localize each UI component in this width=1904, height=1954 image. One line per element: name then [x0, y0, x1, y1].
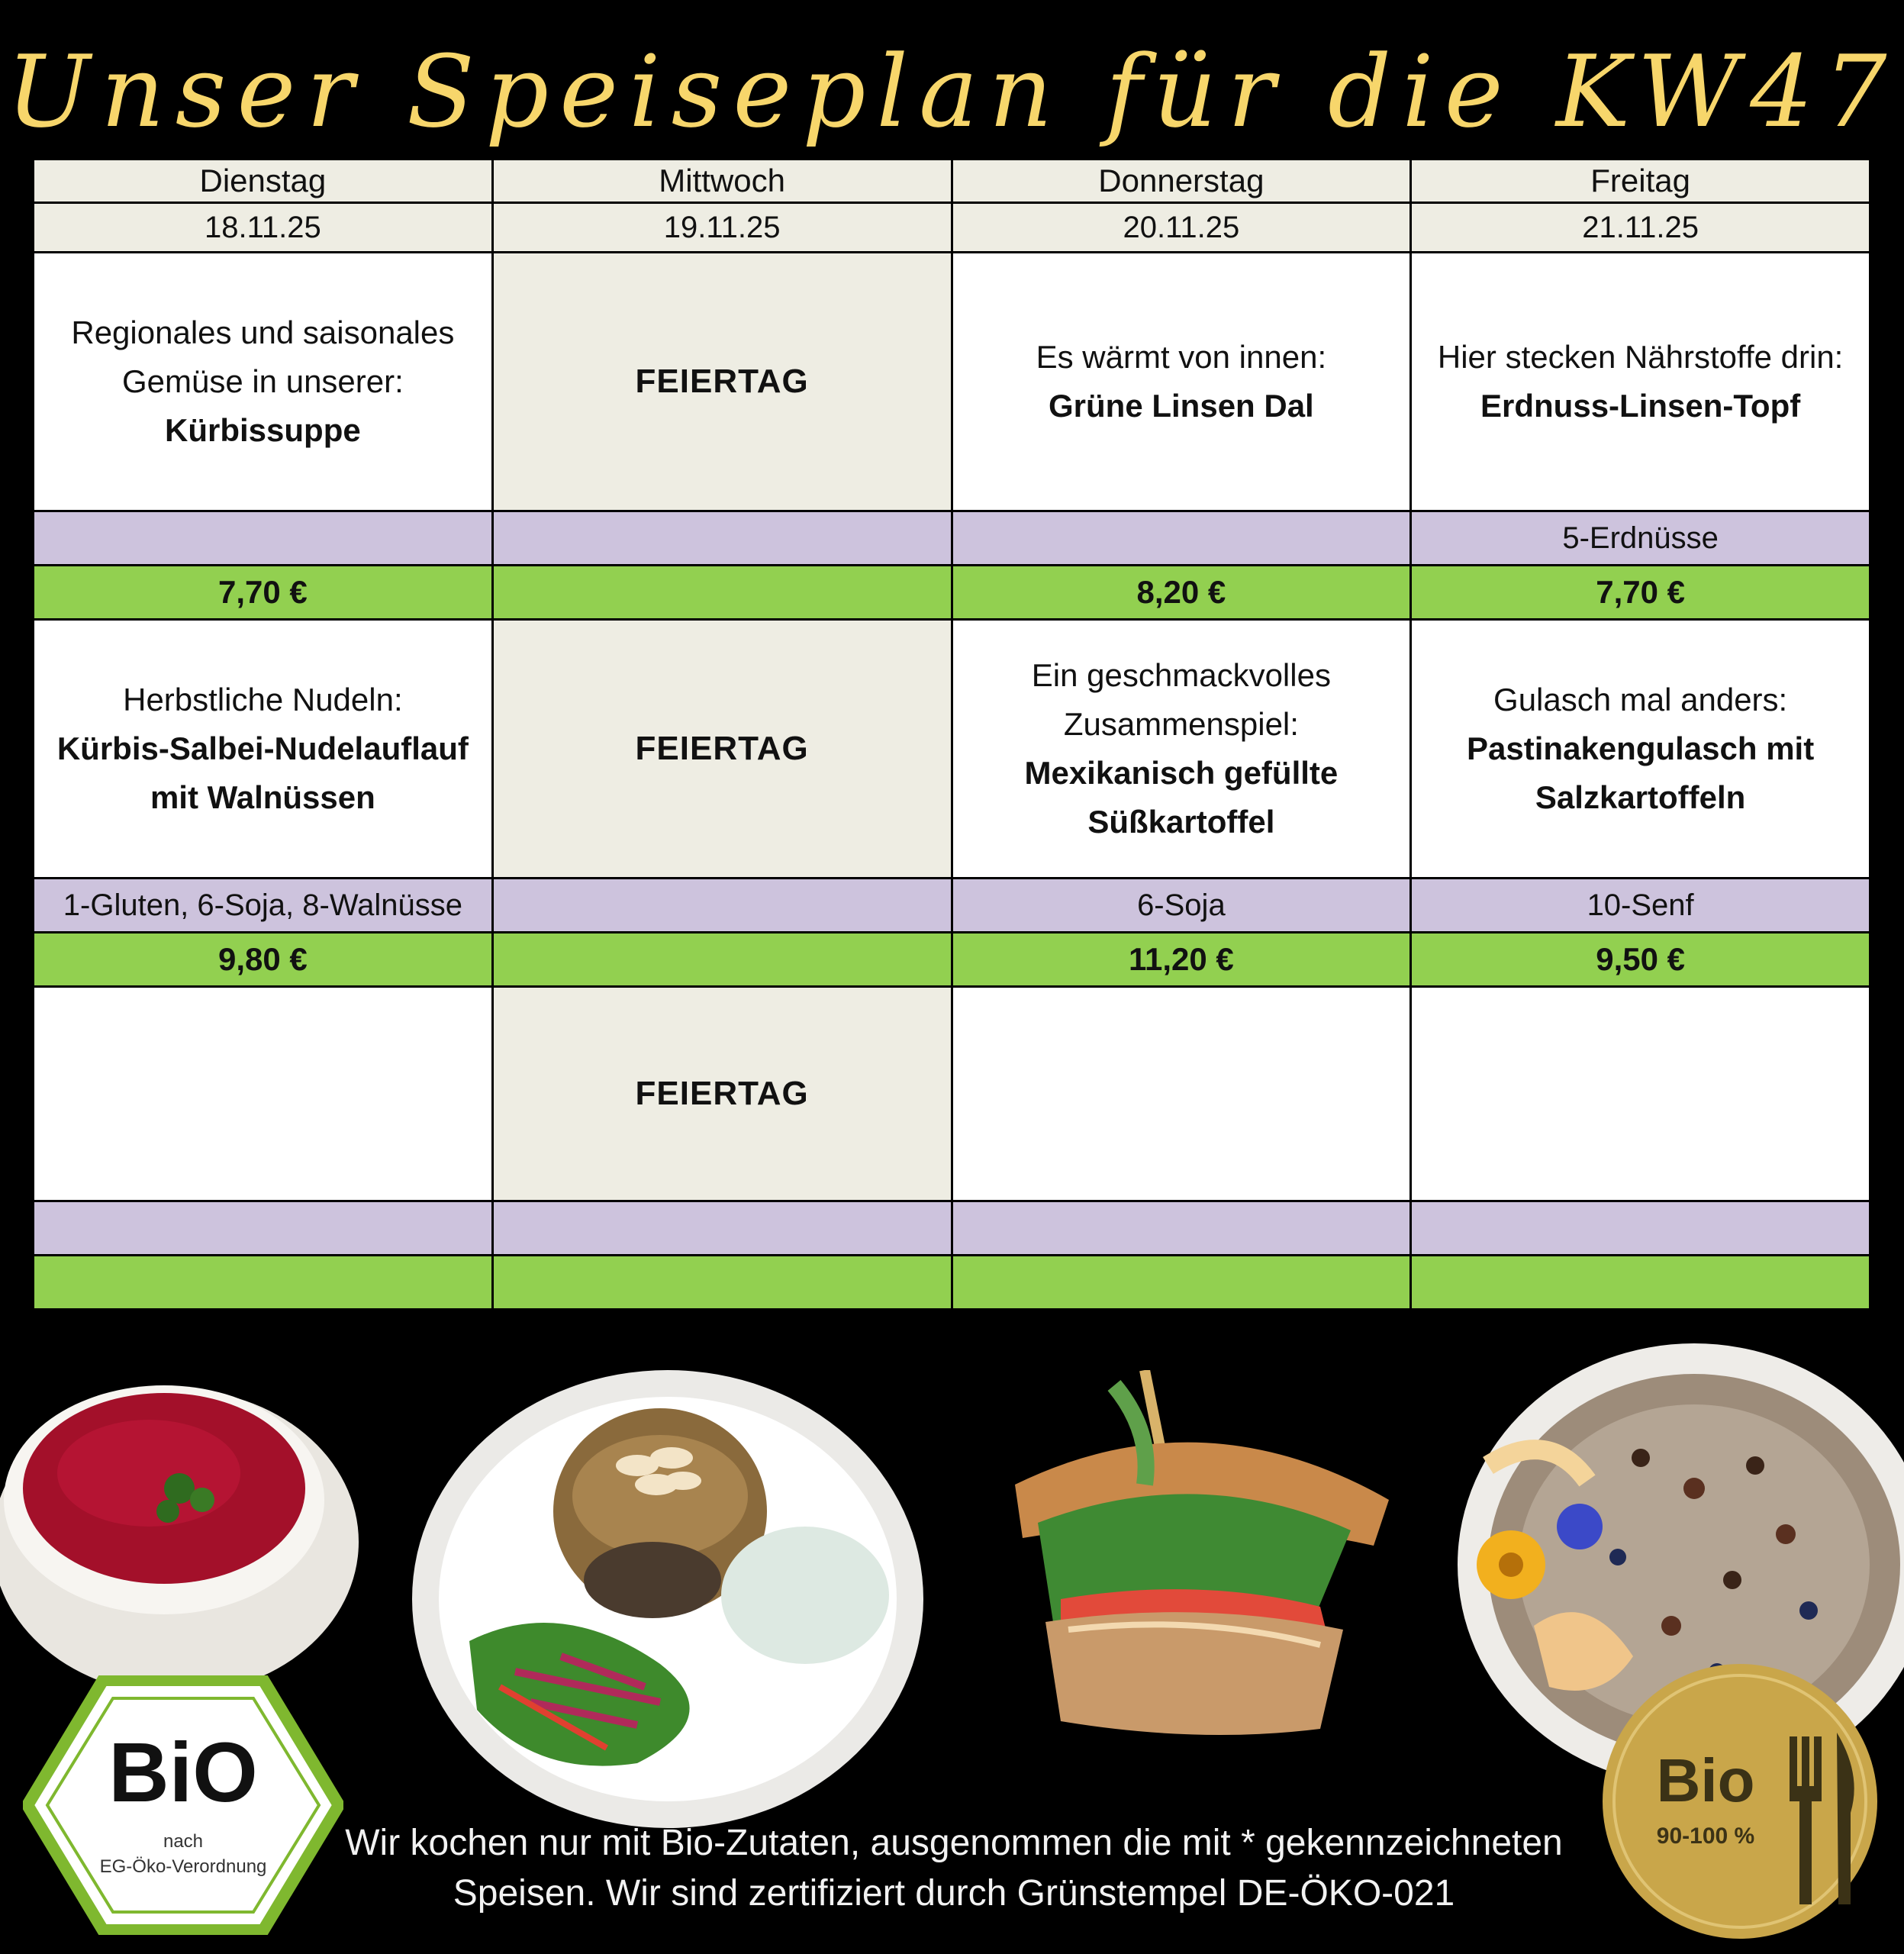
bio-gold-badge-logo — [1599, 1660, 1881, 1943]
allergen-cell: 10-Senf — [1411, 879, 1870, 933]
price-cell — [492, 566, 952, 620]
dish-lead: Herbstliche Nudeln: — [123, 682, 403, 717]
allergen-row — [34, 879, 1870, 933]
allergen-cell — [492, 1201, 952, 1256]
bio-gold-word: Bio — [1656, 1746, 1755, 1814]
footer-note — [290, 1818, 1618, 1919]
dish-cell — [1411, 253, 1870, 511]
day-name: Dienstag — [34, 160, 493, 203]
price-cell: 7,70 € — [34, 566, 493, 620]
dish-name: Kürbissuppe — [165, 412, 361, 448]
dish-cell — [952, 987, 1411, 1201]
day-date: 18.11.25 — [34, 203, 493, 253]
day-name: Donnerstag — [952, 160, 1411, 203]
dish-lead: Es wärmt von innen: — [1036, 339, 1327, 375]
price-cell: 8,20 € — [952, 566, 1411, 620]
price-row — [34, 1256, 1870, 1310]
dish-cell — [1411, 620, 1870, 879]
price-cell — [492, 933, 952, 987]
soup-bowl-photo — [0, 1351, 366, 1710]
dish-cell — [952, 620, 1411, 879]
price-cell: 9,50 € — [1411, 933, 1870, 987]
rice-dish-photo — [408, 1366, 927, 1832]
dish-name: Kürbis-Salbei-Nudelauflauf mit Walnüssen — [56, 730, 469, 815]
allergen-cell: 5-Erdnüsse — [1411, 511, 1870, 566]
price-cell — [34, 1256, 493, 1310]
dish-cell — [952, 253, 1411, 511]
menu-table — [32, 158, 1871, 1311]
day-header-row — [34, 160, 1870, 203]
dish-name: Erdnuss-Linsen-Topf — [1480, 388, 1801, 424]
footer-line-1: Wir kochen nur mit Bio-Zutaten, ausgenommen die mit * gekennzeichneten — [345, 1823, 1563, 1863]
day-date: 20.11.25 — [952, 203, 1411, 253]
page-title: Unser Speiseplan für die KW47 — [6, 34, 1898, 150]
price-cell: 11,20 € — [952, 933, 1411, 987]
price-cell — [492, 1256, 952, 1310]
dish-row — [34, 253, 1870, 511]
dish-cell — [34, 253, 493, 511]
dish-cell — [34, 987, 493, 1201]
price-cell — [1411, 1256, 1870, 1310]
dish-cell — [492, 987, 952, 1201]
allergen-cell — [952, 1201, 1411, 1256]
allergen-cell: 1-Gluten, 6-Soja, 8-Walnüsse — [34, 879, 493, 933]
dish-lead: Ein geschmackvolles Zusammenspiel: — [1031, 657, 1331, 742]
date-row — [34, 203, 1870, 253]
price-cell: 9,80 € — [34, 933, 493, 987]
dish-cell — [492, 620, 952, 879]
allergen-cell: 6-Soja — [952, 879, 1411, 933]
bio-hex-line1: nach — [163, 1831, 204, 1852]
allergen-cell — [492, 879, 952, 933]
price-row — [34, 566, 1870, 620]
price-cell: 7,70 € — [1411, 566, 1870, 620]
day-name: Freitag — [1411, 160, 1870, 203]
dish-cell — [492, 253, 952, 511]
day-date: 19.11.25 — [492, 203, 952, 253]
allergen-row — [34, 511, 1870, 566]
dish-row — [34, 987, 1870, 1201]
dish-lead: Gulasch mal anders: — [1493, 682, 1788, 717]
allergen-cell — [952, 511, 1411, 566]
burger-photo — [992, 1370, 1412, 1744]
allergen-cell — [492, 511, 952, 566]
holiday-label: FEIERTAG — [635, 363, 809, 400]
allergen-row — [34, 1201, 1870, 1256]
dish-name: Pastinakengulasch mit Salzkartoffeln — [1467, 730, 1815, 815]
holiday-label: FEIERTAG — [635, 1075, 809, 1112]
allergen-cell — [34, 511, 493, 566]
dish-name: Grüne Linsen Dal — [1049, 388, 1314, 424]
dish-row — [34, 620, 1870, 879]
day-name: Mittwoch — [492, 160, 952, 203]
bio-gold-range: 90-100 % — [1656, 1823, 1755, 1849]
dish-lead: Hier stecken Nährstoffe drin: — [1437, 339, 1844, 375]
holiday-label: FEIERTAG — [635, 730, 809, 767]
price-cell — [952, 1256, 1411, 1310]
bio-hex-word: BiO — [108, 1726, 258, 1820]
allergen-cell — [34, 1201, 493, 1256]
price-row — [34, 933, 1870, 987]
bio-hex-line2: EG-Öko-Verordnung — [99, 1856, 267, 1877]
footer-line-2: Speisen. Wir sind zertifiziert durch Grünstempel DE-ÖKO-021 — [453, 1873, 1455, 1914]
dish-lead: Regionales und saisonales Gemüse in unserer: — [71, 314, 455, 399]
dish-cell — [1411, 987, 1870, 1201]
dish-cell — [34, 620, 493, 879]
day-date: 21.11.25 — [1411, 203, 1870, 253]
dish-name: Mexikanisch gefüllte Süßkartoffel — [1024, 755, 1339, 840]
allergen-cell — [1411, 1201, 1870, 1256]
